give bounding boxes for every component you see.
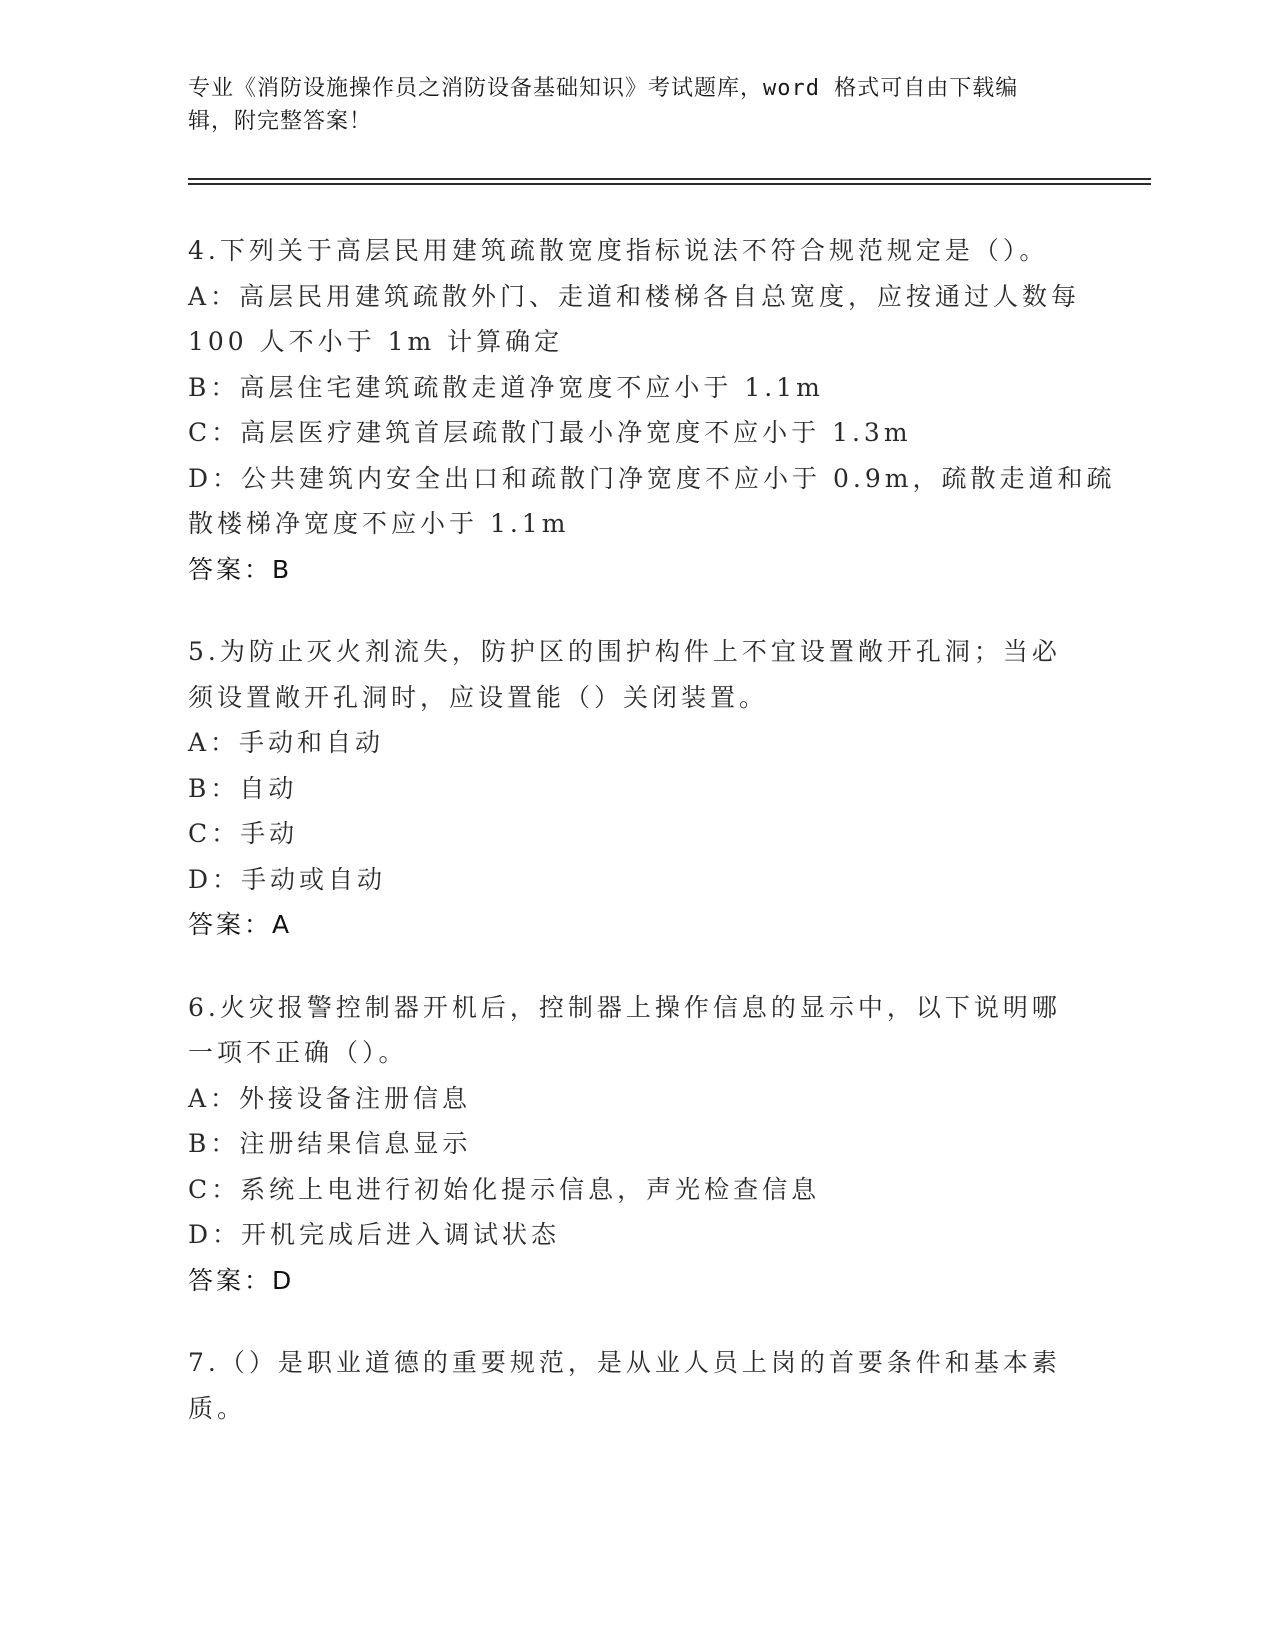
question-4-option-d-line-2: 散楼梯净宽度不应小于 1.1m: [188, 509, 570, 538]
question-4-answer: 答案：B: [188, 554, 293, 584]
header-line-1: 专业《消防设施操作员之消防设备基础知识》考试题库，word 格式可自由下载编: [188, 76, 1019, 101]
question-5-option-c: C：手动: [188, 819, 299, 848]
question-4: [188, 228, 1116, 592]
question-7-stem-line-1: 7.（）是职业道德的重要规范，是从业人员上岗的首要条件和基本素: [188, 1348, 1061, 1377]
question-6-option-d: D：开机完成后进入调试状态: [188, 1220, 561, 1249]
question-list: [188, 228, 1116, 1468]
question-4-option-b: B：高层住宅建筑疏散走道净宽度不应小于 1.1m: [188, 372, 824, 402]
header-divider-top: [188, 178, 1151, 180]
question-4-option-a-line-1: A：高层民用建筑疏散外门、走道和楼梯各自总宽度，应按通过人数每: [188, 281, 1081, 311]
question-4-option-a-line-2: 100 人不小于 1m 计算确定: [188, 327, 564, 356]
header-divider-bottom: [188, 183, 1151, 185]
question-5-stem-line-1: 5.为防止灭火剂流失，防护区的围护构件上不宜设置敞开孔洞；当必: [188, 637, 1061, 666]
question-5-option-b: B：自动: [188, 773, 298, 803]
question-6-option-b: B：注册结果信息显示: [188, 1129, 472, 1158]
question-5-option-a: A：手动和自动: [188, 728, 385, 757]
question-5-stem-line-2: 须设置敞开孔洞时，应设置能（）关闭装置。: [188, 682, 769, 712]
question-4-option-d-line-1: D：公共建筑内安全出口和疏散门净宽度不应小于 0.9m，疏散走道和疏: [188, 463, 1116, 493]
question-4-option-c: C：高层医疗建筑首层疏散门最小净宽度不应小于 1.3m: [188, 418, 912, 447]
question-4-stem-line-1: 4.下列关于高层民用建筑疏散宽度指标说法不符合规范规定是（）。: [188, 236, 1049, 265]
question-6-answer: 答案：D: [188, 1265, 295, 1295]
question-7-stem-line-2: 质。: [188, 1393, 247, 1423]
question-5-answer: 答案：A: [188, 910, 293, 939]
question-6-option-a: A：外接设备注册信息: [188, 1083, 472, 1113]
question-6: [188, 985, 1088, 1304]
question-5-option-d: D：手动或自动: [188, 864, 387, 894]
question-7: [188, 1340, 1088, 1431]
question-5: [188, 629, 1088, 948]
document-header: [188, 72, 1088, 138]
header-line-2: 辑，附完整答案！: [188, 109, 373, 134]
question-6-stem-line-1: 6.火灾报警控制器开机后，控制器上操作信息的显示中，以下说明哪: [188, 992, 1061, 1022]
question-6-stem-line-2: 一项不正确（）。: [188, 1038, 408, 1067]
question-6-option-c: C：系统上电进行初始化提示信息，声光检查信息: [188, 1174, 821, 1204]
